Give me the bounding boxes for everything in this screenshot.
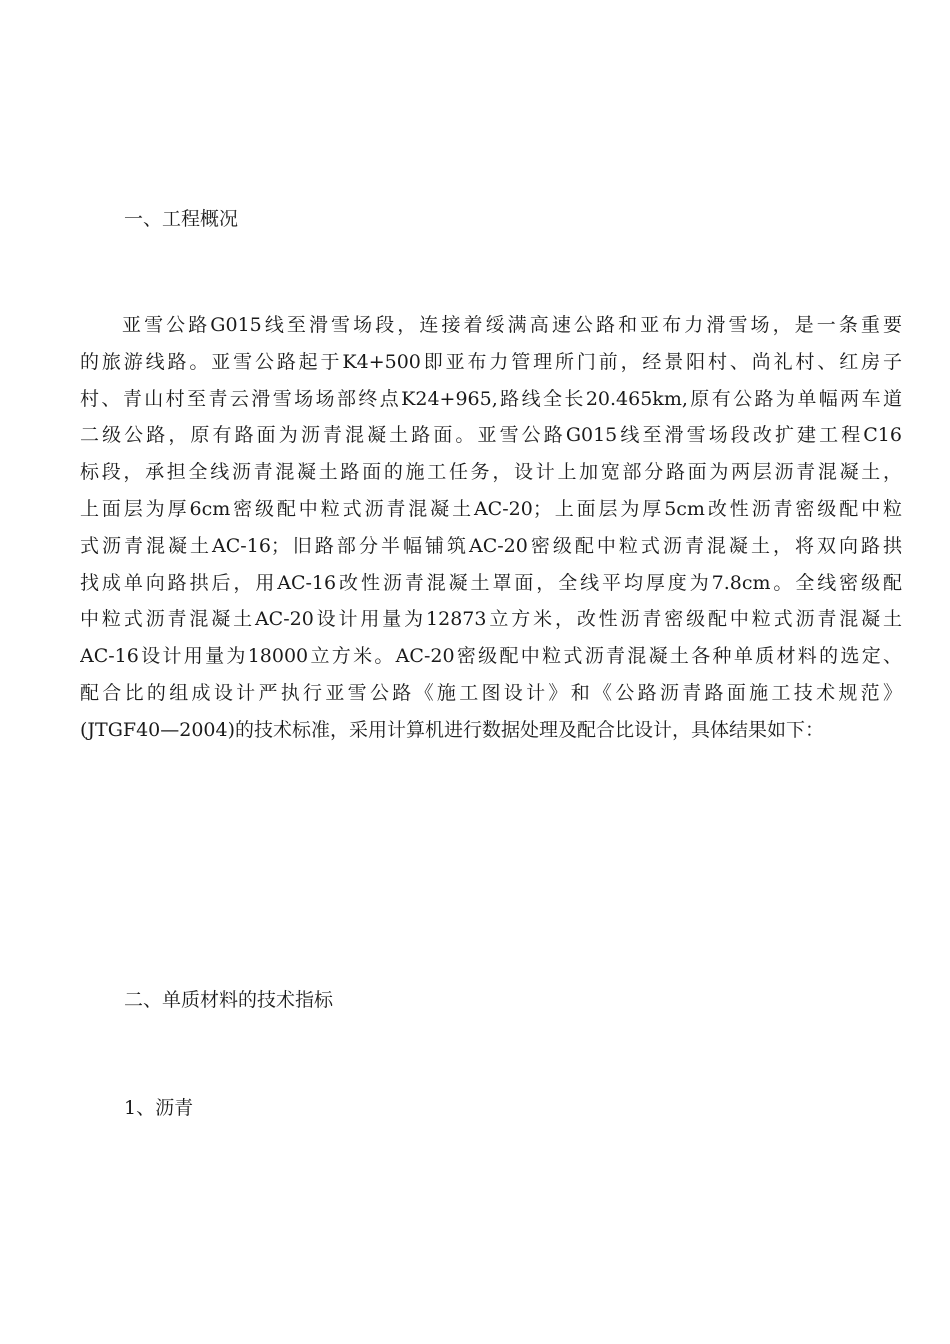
paragraph-line: 中粒式沥青混凝土AC-20设计用量为12873立方米，改性沥青密级配中粒式沥青混凝土 (80, 608, 902, 631)
subsection-heading-asphalt: 1、沥青 (124, 1097, 194, 1119)
paragraph-line: 的旅游线路。亚雪公路起于K4+500即亚布力管理所门前，经景阳村、尚礼村、红房子 (80, 350, 902, 373)
section-heading-materials: 二、单质材料的技术指标 (124, 989, 334, 1011)
overview-paragraph (80, 307, 902, 749)
paragraph-line: 配合比的组成设计严执行亚雪公路《施工图设计》和《公路沥青路面施工技术规范》 (80, 681, 902, 704)
paragraph-line: 村、青山村至青云滑雪场场部终点K24+965,路线全长20.465km,原有公路为单幅两车道 (80, 387, 902, 410)
paragraph-line: 找成单向路拱后，用AC-16改性沥青混凝土罩面，全线平均厚度为7.8cm。全线密级配 (80, 571, 902, 594)
paragraph-line: 上面层为厚6cm密级配中粒式沥青混凝土AC-20；上面层为厚5cm改性沥青密级配中粒 (80, 497, 902, 520)
paragraph-line: (JTGF40—2004)的技术标准，采用计算机进行数据处理及配合比设计，具体结果如下： (80, 718, 825, 741)
paragraph-line: 标段，承担全线沥青混凝土路面的施工任务，设计上加宽部分路面为两层沥青混凝土， (80, 461, 902, 484)
paragraph-line: 亚雪公路G015线至滑雪场段，连接着绥满高速公路和亚布力滑雪场，是一条重要 (122, 314, 902, 336)
section-heading-overview: 一、工程概况 (124, 208, 239, 230)
paragraph-line: 式沥青混凝土AC-16；旧路部分半幅铺筑AC-20密级配中粒式沥青混凝土，将双向路拱 (80, 534, 902, 557)
paragraph-line: AC-16设计用量为18000立方米。AC-20密级配中粒式沥青混凝土各种单质材料的选定、 (80, 645, 902, 668)
paragraph-line: 二级公路，原有路面为沥青混凝土路面。亚雪公路G015线至滑雪场段改扩建工程C16 (80, 424, 902, 447)
